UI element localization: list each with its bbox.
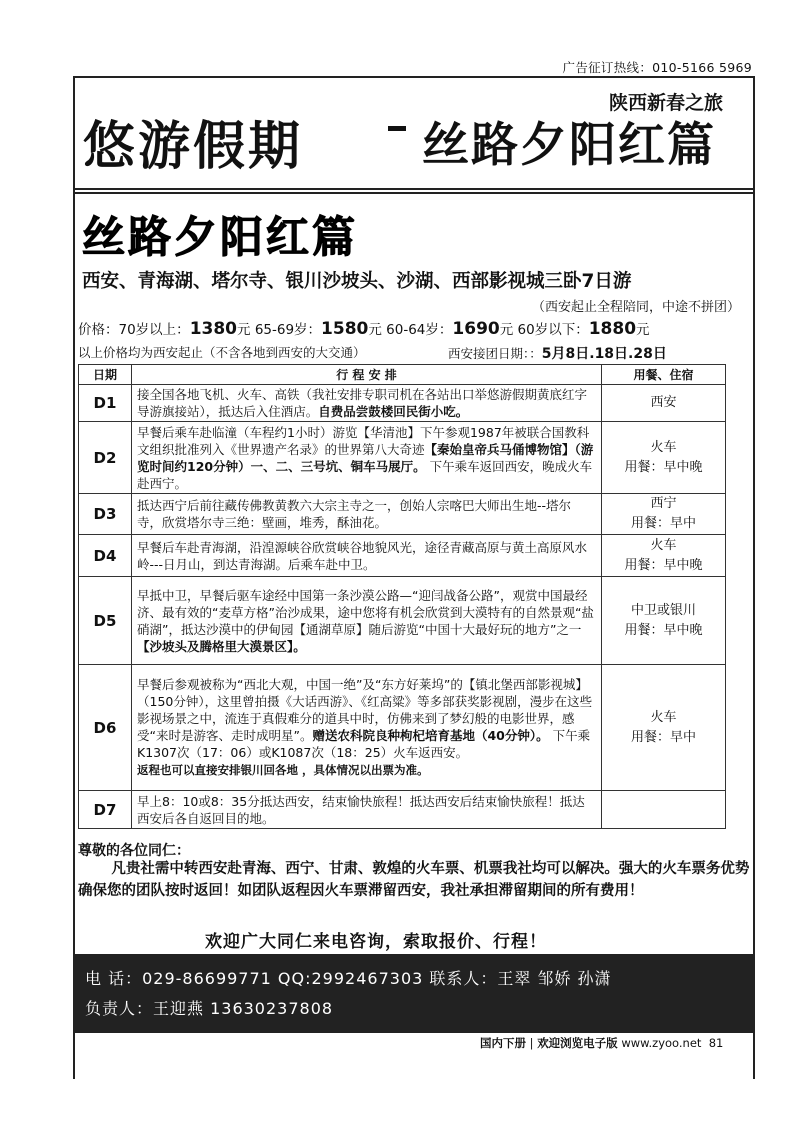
schedule-text: 早餐后参观被称为“西北大观，中国一绝”及“东方好莱坞”的【镇北堡西部影视城】（150分钟），这里曾拍摄《大话西游》、《红高粱》等多部获奖影视剧，漫步在这些影视场景之中，流连于真假难分的道具中时，仿佛来到了梦幻般的电影世界，感受“来时是游客、走时成明星”。 xyxy=(137,677,593,743)
schedule-text: 早抵中卫，早餐后驱车途经中国第一条沙漠公路—“迎闫战备公路”，观赏中国最经济、最有效的“麦草方格”治沙成果，途中您将有机会欣赏到大漠特有的自然景观“盐硝湖”，抵达沙漠中的伊甸园【通湖草原】随后游览“中国十大最好玩的地方”之一 xyxy=(137,587,594,637)
price-note: 以上价格均为西安起止（不含各地到西安的大交通） xyxy=(78,345,366,360)
lodging: 西宁 xyxy=(650,496,677,511)
table-row xyxy=(79,665,726,791)
price-unit: 元 xyxy=(368,322,382,338)
tour-title: 丝路夕阳红篇 xyxy=(82,213,358,263)
dates-value: 5月8日.18日.28日 xyxy=(541,346,667,362)
schedule-cell xyxy=(132,422,602,494)
price-value: 1880 xyxy=(588,319,637,339)
schedule-cell xyxy=(132,577,602,665)
schedule-text: 抵达西宁后前往藏传佛教黄教六大宗主寺之一，创始人宗喀巴大师出生地--塔尔寺，欣赏塔尔寺三绝：壁画，堆秀，酥油花。 xyxy=(137,498,572,530)
schedule-tail: 下午乘车返回西安，晚成火车赴西宁。 xyxy=(137,458,593,491)
brand-subtitle: 丝路夕阳红篇 xyxy=(422,118,716,173)
header-divider xyxy=(75,192,753,194)
title-dash xyxy=(388,126,406,131)
contact-manager-line: 负责人：王迎燕 13630237808 xyxy=(85,999,334,1018)
meal-cell xyxy=(602,494,726,535)
greeting-heading: 尊敬的各位同仁： xyxy=(78,843,190,859)
day-cell: D5 xyxy=(79,577,132,665)
header-schedule: 行 程 安 排 xyxy=(132,365,602,385)
price-unit: 元 xyxy=(237,322,251,338)
price-label: 价格： xyxy=(78,322,119,338)
lodging: 中卫或银川 xyxy=(630,602,696,618)
table-row xyxy=(79,535,726,577)
contact-bar xyxy=(75,954,753,1033)
schedule-cell xyxy=(132,665,602,791)
contact-phone-line: 电 话：029-86699771 QQ:2992467303 联系人：王翠 邹娇 孙潇 xyxy=(85,969,612,988)
table-row xyxy=(79,577,726,665)
header-day: 日期 xyxy=(79,365,132,385)
meal-cell xyxy=(602,665,726,791)
price-age: 70岁以上： xyxy=(118,322,190,338)
schedule-highlight: 自费品尝鼓楼回民街小吃。 xyxy=(318,404,469,419)
price-value: 1380 xyxy=(189,319,238,339)
meals: 用餐：早中晚 xyxy=(624,557,703,573)
price-value: 1690 xyxy=(452,319,500,339)
day-cell: D6 xyxy=(79,665,132,791)
lodging: 火车 xyxy=(650,709,677,725)
table-row xyxy=(79,494,726,535)
footer-promo: 欢迎浏览电子版 xyxy=(537,1036,618,1050)
schedule-text: 早餐后乘车赴临潼（车程约1小时）游览【华清池】下午参观1987年被联合国教科文组织批准列入《世界遗产名录》的世界第八大奇迹 xyxy=(137,424,590,457)
route-line: 西安、青海湖、塔尔寺、银川沙坡头、沙湖、西部影视城三卧7日游 xyxy=(82,271,632,292)
page-number: 81 xyxy=(708,1036,724,1050)
itinerary-table xyxy=(78,364,726,829)
schedule-highlight: 【秦始皇帝兵马俑博物馆】（游览时间约120分钟）一、二、三号坑、铜车马展厅。 xyxy=(137,441,594,474)
meal-cell xyxy=(602,535,726,577)
schedule-tail: 下午乘K1307次（17：06）或K1087次（18：25）火车返西安。 xyxy=(137,728,591,760)
schedule-note: 返程也可以直接安排银川回各地 ，具体情况以出票为准。 xyxy=(137,763,429,777)
day-cell: D7 xyxy=(79,791,132,829)
footer-url[interactable]: www.zyoo.net xyxy=(621,1036,702,1050)
price-age: 60岁以下： xyxy=(517,322,589,338)
schedule-text: 接全国各地飞机、火车、高铁（我社安排专职司机在各站出口举悠游假期黄底红字导游旗接站），抵达后入住酒店。 xyxy=(137,387,588,419)
day-cell: D2 xyxy=(79,422,132,494)
greeting-body: 凡贵社需中转西安赴青海、西宁、甘肃、敦煌的火车票、机票我社均可以解决。强大的火车票务优势确保您的团队按时返回！如团队返程因火车票滞留西安，我社承担滞留期间的所有费用！ xyxy=(78,861,750,899)
schedule-text: 早餐后车赴青海湖，沿湟源峡谷欣赏峡谷地貌风光，途径青藏高原与黄土高原风水岭---日月山，到达青海湖。后乘车赴中卫。 xyxy=(137,539,588,572)
day-cell: D3 xyxy=(79,494,132,535)
schedule-highlight: 赠送农科院良种枸杞培育基地（40分钟）。 xyxy=(312,728,549,743)
dates-label: 西安接团日期：： xyxy=(448,346,542,361)
departure-dates xyxy=(448,343,667,363)
schedule-cell xyxy=(132,494,602,535)
meal-cell xyxy=(602,577,726,665)
price-unit: 元 xyxy=(636,322,650,338)
lodging: 火车 xyxy=(650,537,677,553)
day-cell: D1 xyxy=(79,385,132,422)
meals: 用餐：早中 xyxy=(630,729,696,745)
day-cell: D4 xyxy=(79,535,132,577)
price-value: 1580 xyxy=(321,319,369,339)
brand-title: 悠游假期 xyxy=(83,117,304,177)
route-note: （西安起止全程陪同，中途不拼团） xyxy=(531,300,740,315)
meal-cell xyxy=(602,791,726,829)
lodging: 西安 xyxy=(650,395,677,410)
table-header-row xyxy=(79,365,726,385)
schedule-cell xyxy=(132,535,602,577)
price-age: 65-69岁： xyxy=(254,322,322,338)
schedule-cell xyxy=(132,791,602,829)
price-unit: 元 xyxy=(499,322,514,338)
meals: 用餐：早中晚 xyxy=(624,459,703,475)
table-row xyxy=(79,385,726,422)
schedule-cell xyxy=(132,385,602,422)
meal-cell xyxy=(602,422,726,494)
meals: 用餐：早中 xyxy=(630,516,696,531)
welcome-slogan: 欢迎广大同仁来电咨询，索取报价、行程！ xyxy=(205,932,547,952)
table-row xyxy=(79,422,726,494)
meals: 用餐：早中晚 xyxy=(624,622,703,638)
header-meals: 用餐、住宿 xyxy=(602,365,726,385)
meal-cell xyxy=(602,385,726,422)
page-footer: 国内下册 | 欢迎浏览电子版 www.zyoo.net 81 xyxy=(480,1036,724,1050)
footer-section: 国内下册 xyxy=(480,1036,526,1050)
price-line xyxy=(78,318,650,339)
region-subtitle: 陕西新春之旅 xyxy=(608,92,723,114)
schedule-highlight: 【沙坡头及腾格里大漠景区】。 xyxy=(137,638,306,654)
price-age: 60-64岁： xyxy=(386,322,453,338)
header-banner xyxy=(75,78,753,190)
ad-hotline: 广告征订热线：010-5166 5969 xyxy=(562,60,752,75)
schedule-text: 早上8：10或8：35分抵达西安，结束愉快旅程！抵达西安后结束愉快旅程！抵达西安后各自返回目的地。 xyxy=(137,793,585,826)
table-row xyxy=(79,791,726,829)
lodging: 火车 xyxy=(650,439,677,455)
